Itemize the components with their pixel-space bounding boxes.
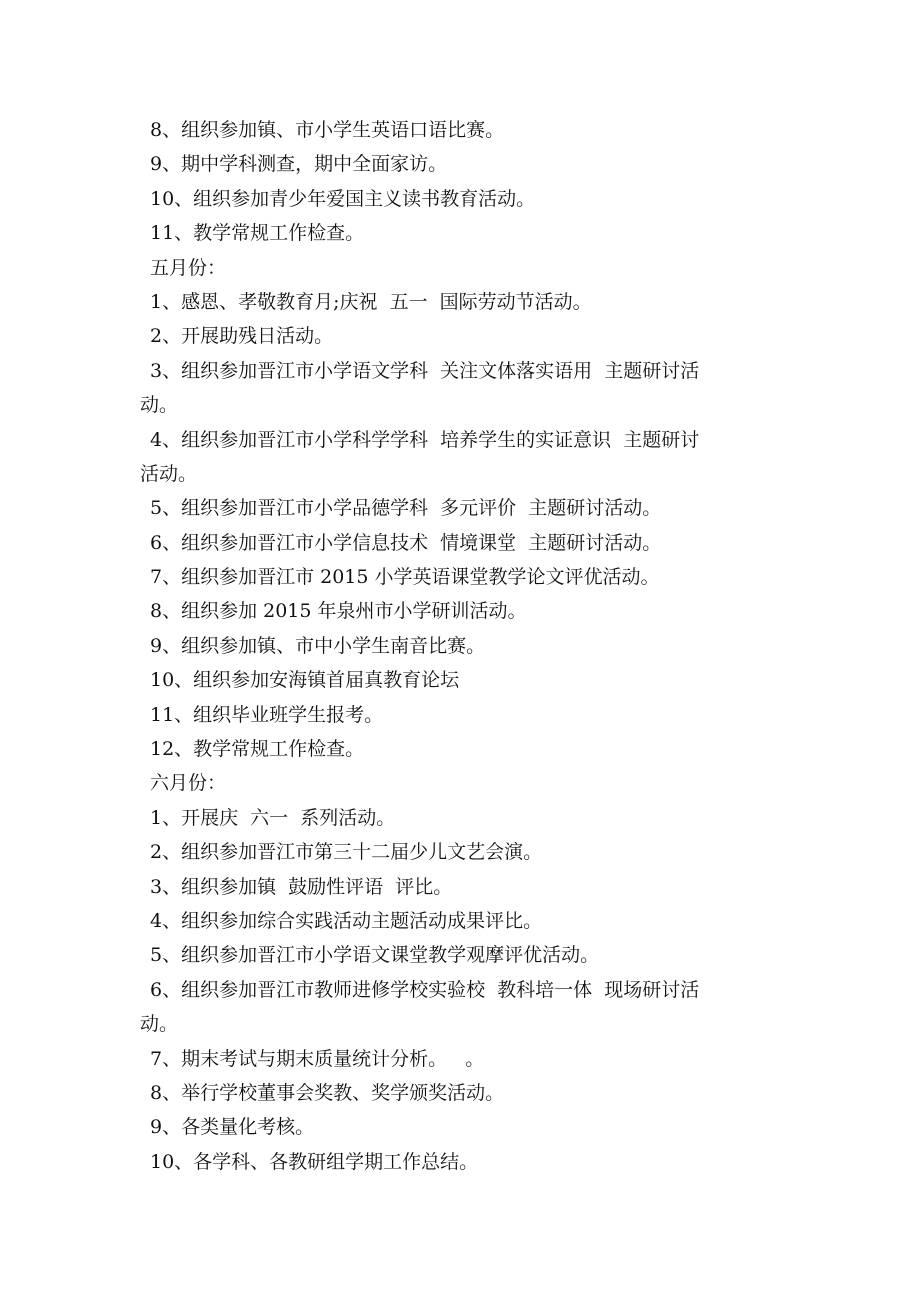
text-line: 3、组织参加晋江市小学语文学科 关注文体落实语用 主题研讨活 xyxy=(150,359,700,382)
text-line: 10、组织参加安海镇首届真教育论坛 xyxy=(150,669,460,692)
text-line: 8、举行学校董事会奖教、奖学颁奖活动。 xyxy=(150,1081,505,1104)
section-heading-may: 五月份： xyxy=(150,256,227,279)
text-line: 11、组织毕业班学生报考。 xyxy=(150,703,384,726)
text-line: 4、组织参加晋江市小学科学学科 培养学生的实证意识 主题研讨 xyxy=(150,428,700,451)
text-line: 5、组织参加晋江市小学品德学科 多元评价 主题研讨活动。 xyxy=(150,497,662,520)
text-line: 9、期中学科测查，期中全面家访。 xyxy=(150,153,448,176)
text-line: 7、组织参加晋江市 2015 小学英语课堂教学论文评优活动。 xyxy=(150,566,660,589)
text-line: 8、组织参加 2015 年泉州市小学研训活动。 xyxy=(150,600,527,623)
text-line: 1、感恩、孝敬教育月;庆祝 五一 国际劳动节活动。 xyxy=(150,290,592,313)
text-line: 6、组织参加晋江市教师进修学校实验校 教科培一体 现场研讨活 xyxy=(150,978,700,1001)
text-line-continuation: 活动。 xyxy=(140,462,198,485)
text-line: 2、开展助残日活动。 xyxy=(150,325,334,348)
text-line-continuation: 动。 xyxy=(140,394,179,417)
text-line-continuation: 动。 xyxy=(140,1013,179,1036)
text-line: 2、组织参加晋江市第三十二届少儿文艺会演。 xyxy=(150,841,543,864)
text-line: 11、教学常规工作检查。 xyxy=(150,222,365,245)
text-line: 10、各学科、各教研组学期工作总结。 xyxy=(150,1150,479,1173)
text-line: 9、各类量化考核。 xyxy=(150,1116,315,1139)
text-line: 10、组织参加青少年爱国主义读书教育活动。 xyxy=(150,187,536,210)
text-line: 7、期末考试与期末质量统计分析。 。 xyxy=(150,1047,485,1070)
text-line: 5、组织参加晋江市小学语文课堂教学观摩评优活动。 xyxy=(150,944,600,967)
document-body xyxy=(140,113,772,1179)
text-line: 8、组织参加镇、市小学生英语口语比赛。 xyxy=(150,119,505,141)
text-line: 1、开展庆 六一 系列活动。 xyxy=(150,806,396,829)
text-line: 12、教学常规工作检查。 xyxy=(150,738,365,761)
text-line: 4、组织参加综合实践活动主题活动成果评比。 xyxy=(150,909,543,932)
text-line: 3、组织参加镇 鼓励性评语 评比。 xyxy=(150,875,453,898)
text-line: 9、组织参加镇、市中小学生南音比赛。 xyxy=(150,634,486,657)
text-line: 6、组织参加晋江市小学信息技术 情境课堂 主题研讨活动。 xyxy=(150,531,662,554)
section-heading-june: 六月份： xyxy=(150,772,227,795)
